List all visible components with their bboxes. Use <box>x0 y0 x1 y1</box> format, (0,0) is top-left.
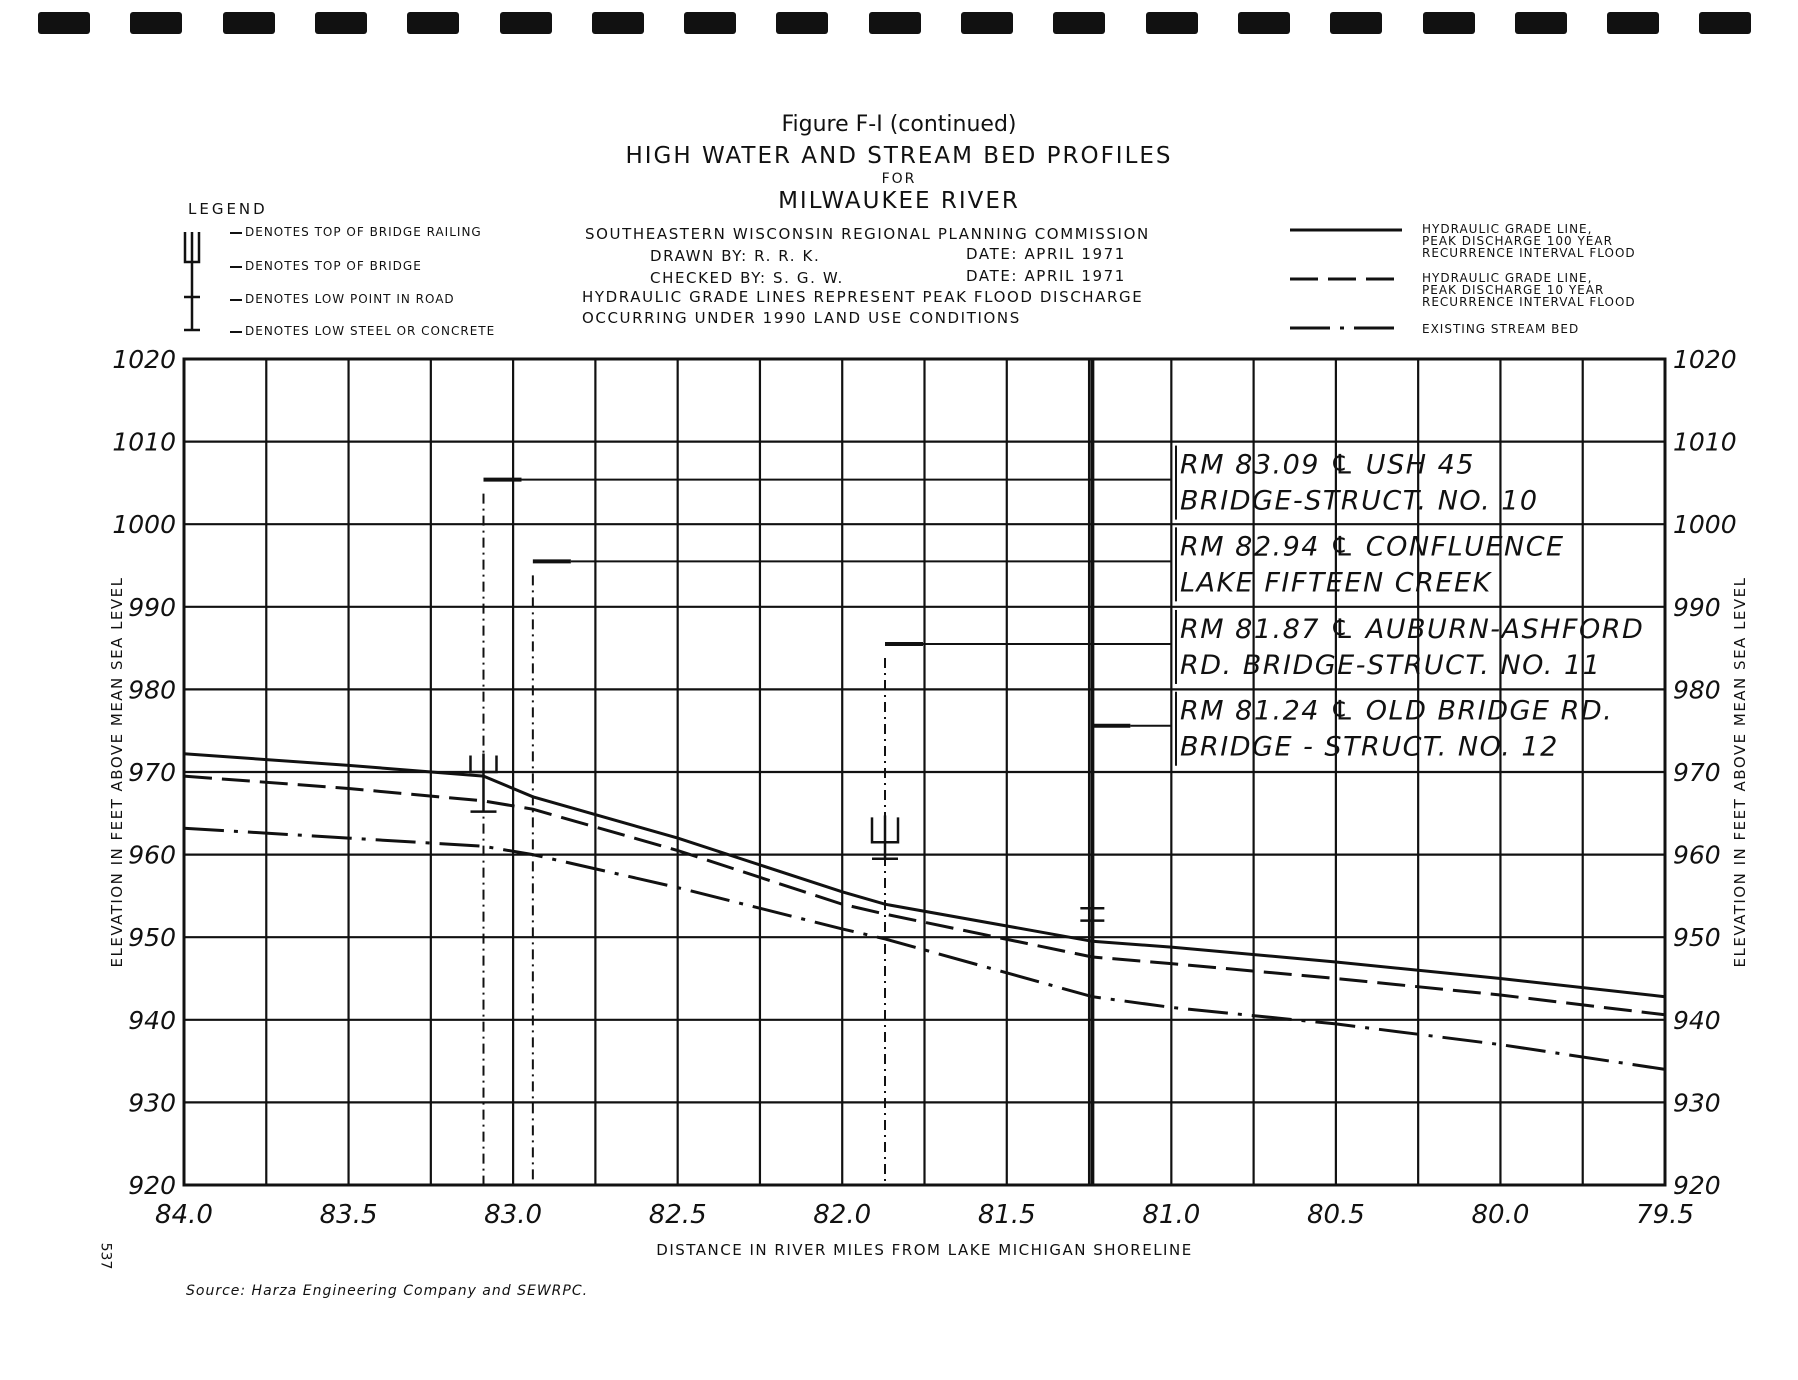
y-tick-label-right: 1000 <box>1673 510 1737 540</box>
y-tick-label-right: 1010 <box>1673 427 1737 457</box>
line-legend-10yr-l3: RECURRENCE INTERVAL FLOOD <box>1422 295 1636 309</box>
x-tick-label: 80.5 <box>1306 1200 1365 1230</box>
x-tick-label: 82.5 <box>648 1200 707 1230</box>
x-tick-label: 82.0 <box>813 1200 872 1230</box>
y-tick-label-right: 970 <box>1673 758 1721 787</box>
y-tick-label-left: 930 <box>128 1088 176 1118</box>
y-tick-label-right: 960 <box>1673 840 1721 870</box>
checked-by: CHECKED BY: S. G. W. <box>650 269 844 287</box>
y-tick-label-left: 960 <box>128 840 176 870</box>
legend-item-label: DENOTES LOW POINT IN ROAD <box>245 292 455 306</box>
y-tick-label-left: 1000 <box>112 510 176 540</box>
legend-item-label: DENOTES TOP OF BRIDGE <box>245 259 422 273</box>
line-legend-streambed: EXISTING STREAM BED <box>1422 322 1580 336</box>
line-legend-10yr-l1: HYDRAULIC GRADE LINE, <box>1422 271 1593 285</box>
line-legend-10yr-l2: PEAK DISCHARGE 10 YEAR <box>1422 283 1605 297</box>
y-tick-label-right: 940 <box>1673 1005 1721 1035</box>
legend-item-label: DENOTES LOW STEEL OR CONCRETE <box>245 324 496 338</box>
y-tick-label-left: 920 <box>128 1171 176 1200</box>
checked-date: DATE: APRIL 1971 <box>966 267 1126 285</box>
legend-title: LEGEND <box>188 200 268 218</box>
y-tick-label-left: 1010 <box>112 427 176 457</box>
legend-item-label: DENOTES TOP OF BRIDGE RAILING <box>245 225 482 239</box>
structure-label: RD. BRIDGE-STRUCT. NO. 11 <box>1180 649 1602 681</box>
x-tick-label: 84.0 <box>155 1200 213 1230</box>
x-axis-label: DISTANCE IN RIVER MILES FROM LAKE MICHIGAN SHORELINE <box>656 1241 1193 1259</box>
structure-label: BRIDGE-STRUCT. NO. 10 <box>1180 485 1539 517</box>
structure-label: RM 81.87 ℄ AUBURN-ASHFORD <box>1180 613 1645 645</box>
y-tick-label-right: 930 <box>1673 1088 1721 1118</box>
structure-label: RM 81.24 ℄ OLD BRIDGE RD. <box>1180 695 1614 727</box>
y-tick-label-right: 1020 <box>1673 345 1737 374</box>
y-tick-label-left: 1020 <box>112 345 176 374</box>
y-tick-label-left: 940 <box>128 1005 176 1035</box>
x-tick-label: 81.5 <box>977 1200 1036 1230</box>
y-tick-label-right: 920 <box>1673 1171 1721 1200</box>
x-tick-label: 79.5 <box>1636 1200 1694 1230</box>
y-axis-label-right: ELEVATION IN FEET ABOVE MEAN SEA LEVEL <box>1731 576 1749 968</box>
y-tick-label-left: 950 <box>128 923 176 953</box>
source-note: Source: Harza Engineering Company and SEWRPC. <box>186 1283 589 1299</box>
chart-title: HIGH WATER AND STREAM BED PROFILES <box>625 143 1173 169</box>
y-tick-label-left: 980 <box>128 675 176 705</box>
y-tick-label-right: 950 <box>1673 923 1721 953</box>
y-tick-label-left: 970 <box>128 758 176 787</box>
y-tick-label-right: 990 <box>1673 592 1721 622</box>
line-legend-100yr-l2: PEAK DISCHARGE 100 YEAR <box>1422 234 1613 248</box>
structure-label: RM 83.09 ℄ USH 45 <box>1180 449 1475 481</box>
chart-title-for: FOR <box>881 171 917 187</box>
x-tick-label: 80.0 <box>1471 1200 1530 1230</box>
note-line-1: HYDRAULIC GRADE LINES REPRESENT PEAK FLOOD DISCHARGE <box>582 288 1144 306</box>
y-tick-label-left: 990 <box>128 592 176 622</box>
line-legend-100yr-l3: RECURRENCE INTERVAL FLOOD <box>1422 246 1636 260</box>
agency-text: SOUTHEASTERN WISCONSIN REGIONAL PLANNING COMMISSION <box>585 225 1150 243</box>
line-legend-100yr-l1: HYDRAULIC GRADE LINE, <box>1422 222 1593 236</box>
x-tick-label: 83.0 <box>484 1200 543 1230</box>
drawn-by: DRAWN BY: R. R. K. <box>650 247 821 265</box>
structure-label: BRIDGE - STRUCT. NO. 12 <box>1180 731 1559 763</box>
y-axis-label-left: ELEVATION IN FEET ABOVE MEAN SEA LEVEL <box>108 576 126 968</box>
figure-label: Figure F-I (continued) <box>781 112 1017 137</box>
structure-label: RM 82.94 ℄ CONFLUENCE <box>1180 531 1565 563</box>
page-number: 537 <box>97 1242 114 1270</box>
drawn-date: DATE: APRIL 1971 <box>966 245 1126 263</box>
chart-subtitle: MILWAUKEE RIVER <box>778 188 1020 214</box>
note-line-2: OCCURRING UNDER 1990 LAND USE CONDITIONS <box>582 309 1021 327</box>
x-tick-label: 81.0 <box>1142 1200 1201 1230</box>
structure-label: LAKE FIFTEEN CREEK <box>1180 567 1492 599</box>
x-tick-label: 83.5 <box>319 1200 378 1230</box>
y-tick-label-right: 980 <box>1673 675 1721 705</box>
